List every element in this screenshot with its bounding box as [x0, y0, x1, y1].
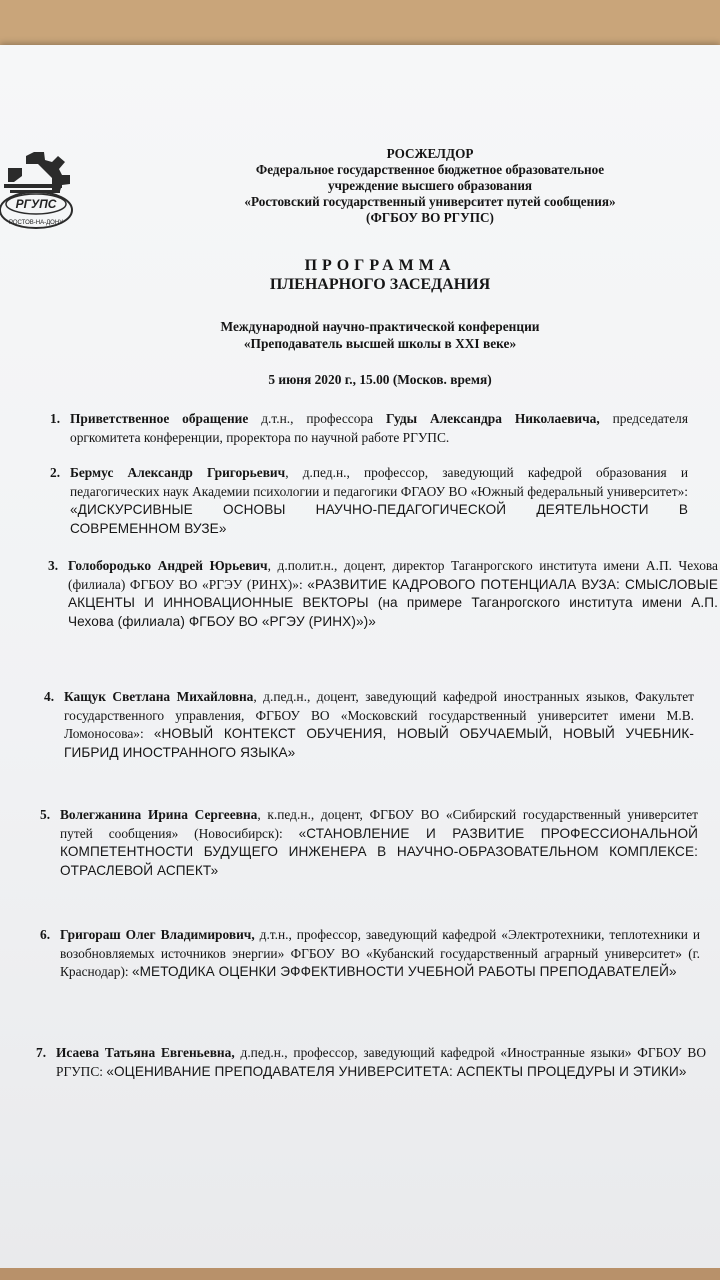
item-name: Голобородько Андрей Юрьевич	[68, 558, 268, 573]
header-line-3: учреждение высшего образования	[327, 178, 533, 193]
rgups-logo	[0, 148, 86, 238]
document-page	[0, 45, 720, 1275]
item-talk-title: «ДИСКУРСИВНЫЕ ОСНОВЫ НАУЧНО-ПЕДАГОГИЧЕСКОЙ ДЕЯТЕЛЬНОСТИ В СОВРЕМЕННОМ ВУЗЕ»	[70, 502, 688, 536]
program-title-line-1: ПРОГРАММА	[304, 257, 456, 274]
program-title	[200, 256, 560, 294]
list-item	[40, 806, 698, 880]
item-text: д.т.н., профессор, заведующий кафедрой «Электротехники, теплотехники и возобновляемых источников энергии» ФГБОУ ВО «Кубанский государственный аграрный университет» (г. Краснодар):	[60, 927, 700, 980]
conference-line-2: «Преподаватель высшей школы в XXI веке»	[243, 336, 517, 351]
item-name: Приветственное обращение	[70, 411, 249, 426]
item-talk-title: «НОВЫЙ КОНТЕКСТ ОБУЧЕНИЯ, НОВЫЙ ОБУЧАЕМЫЙ, НОВЫЙ УЧЕБНИК-ГИБРИД ИНОСТРАННОГО ЯЗЫКА»	[64, 726, 694, 760]
header-line-4: «Ростовский государственный университет путей сообщения»	[244, 194, 616, 209]
item-text: , д.пед.н., доцент, заведующий кафедрой иностранных языков, Факультет государственного управления, ФГБОУ ВО «Московский государственный университет имени М.В. Ломоносова»:	[64, 689, 694, 742]
table-surface	[0, 1268, 720, 1280]
header-line-1: РОСЖЕЛДОР	[386, 146, 474, 161]
item-name: Григораш Олег Владимирович,	[60, 927, 255, 942]
item-talk-title: «РАЗВИТИЕ КАДРОВОГО ПОТЕНЦИАЛА ВУЗА: СМЫСЛОВЫЕ АКЦЕНТЫ И ИННОВАЦИОННЫЕ ВЕКТОРЫ (на примере Таганрогского института имени А.П. Чехова (филиала) ФГБОУ ВО «РГЭУ (РИНХ)»)»	[68, 576, 719, 629]
conference-line-1: Международной научно-практической конференции	[220, 319, 540, 334]
header-line-5: (ФГБОУ ВО РГУПС)	[366, 210, 494, 225]
item-number: 7.	[36, 1045, 47, 1060]
list-item	[36, 1044, 706, 1081]
item-talk-title: «МЕТОДИКА ОЦЕНКИ ЭФФЕКТИВНОСТИ УЧЕБНОЙ РАБОТЫ ПРЕПОДАВАТЕЛЕЙ»	[131, 964, 677, 980]
item-mid: д.т.н., профессора	[248, 411, 386, 426]
item-text: д.пед.н., профессор, заведующий кафедрой «Иностранные языки» ФГБОУ ВО РГУПС:	[56, 1045, 706, 1079]
item-number: 5.	[40, 807, 51, 822]
item-number: 6.	[40, 927, 51, 942]
item-text: , к.пед.н., доцент, ФГБОУ ВО «Сибирский государственный университет путей сообщения» (Новосибирск):	[60, 807, 698, 841]
logo-main-text: РГУПС	[15, 197, 57, 211]
rgups-gear-logo-icon	[0, 148, 86, 238]
item-text: , д.полит.н., доцент, директор Таганрогского института имени А.П. Чехова (филиала) ФГБОУ ВО «РГЭУ (РИНХ)»:	[68, 558, 718, 592]
list-item	[50, 410, 689, 447]
list-item	[44, 688, 694, 762]
item-name: Кащук Светлана Михайловна	[64, 689, 254, 704]
item-name: Исаева Татьяна Евгеньевна,	[56, 1045, 235, 1060]
conference-name	[130, 318, 630, 352]
program-title-line-2: ПЛЕНАРНОГО ЗАСЕДАНИЯ	[269, 276, 491, 293]
list-item	[50, 464, 688, 538]
header-line-2: Федеральное государственное бюджетное образовательное	[255, 162, 605, 177]
logo-ring-text: РОСТОВ-НА-ДОНУ	[9, 220, 63, 226]
item-talk-title: «ОЦЕНИВАНИЕ ПРЕПОДАВАТЕЛЯ УНИВЕРСИТЕТА: АСПЕКТЫ ПРОЦЕДУРЫ И ЭТИКИ»	[106, 1063, 687, 1079]
list-item	[40, 926, 700, 982]
item-number: 2.	[50, 465, 61, 480]
list-item	[48, 557, 719, 631]
organization-header	[190, 146, 670, 226]
item-name: Волегжанина Ирина Сергеевна	[60, 807, 258, 822]
item-number: 4.	[44, 689, 55, 704]
item-talk-title: «СТАНОВЛЕНИЕ И РАЗВИТИЕ ПРОФЕССИОНАЛЬНОЙ КОМПЕТЕНТНОСТИ БУДУЩЕГО ИНЖЕНЕРА В НАУЧНО-ОБРАЗОВАТЕЛЬНОМ КОМПЛЕКСЕ: ОТРАСЛЕВОЙ АСПЕКТ»	[60, 825, 698, 878]
item-number: 3.	[48, 558, 59, 573]
item-name: Бермус Александр Григорьевич	[70, 465, 286, 480]
event-date: 5 июня 2020 г., 15.00 (Москов. время)	[268, 372, 492, 387]
item-name-2: Гуды Александра Николаевича,	[386, 411, 600, 426]
item-text: председателя оргкомитета конференции, проректора по научной работе РГУПС.	[70, 411, 689, 445]
item-text: , д.пед.н., профессор, заведующий кафедрой образования и педагогических наук Академии психологии и педагогики ФГАОУ ВО «Южный федеральный университет»:	[70, 465, 688, 499]
item-number: 1.	[50, 411, 61, 426]
